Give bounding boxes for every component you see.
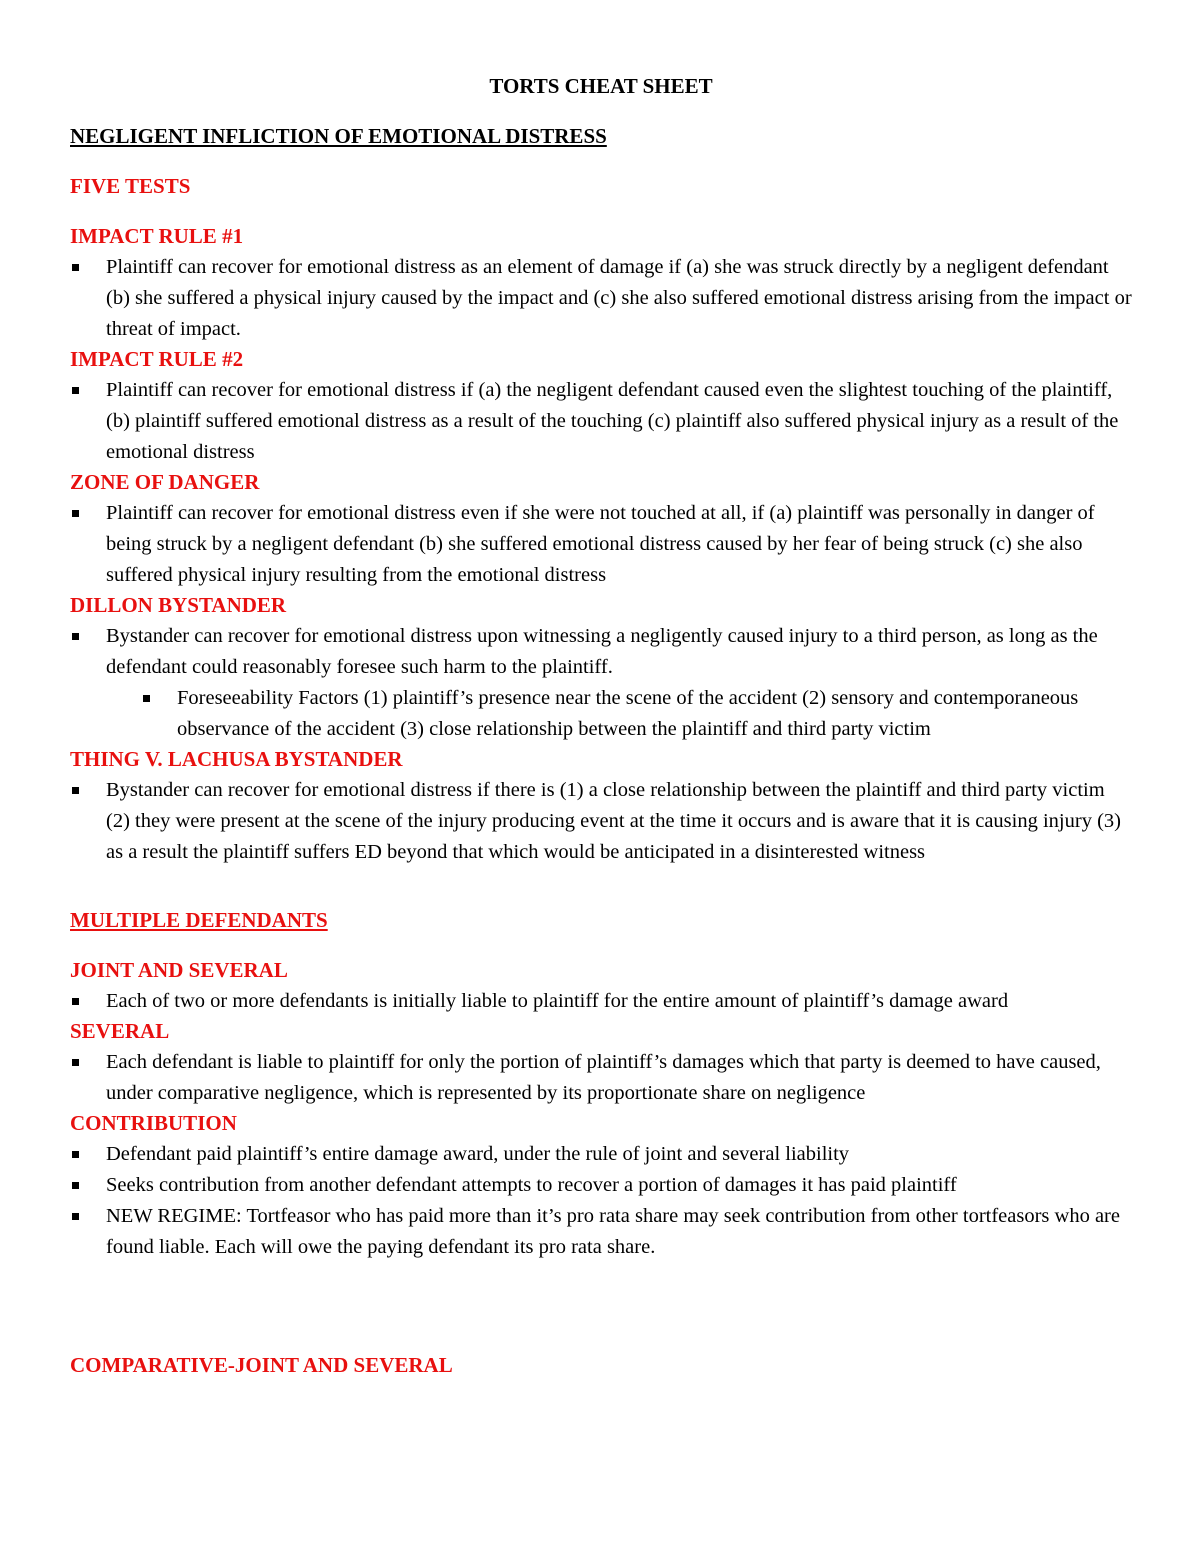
section-heading-nied: NEGLIGENT INFLICTION OF EMOTIONAL DISTRESS [70,124,607,148]
square-bullet-icon [72,1059,79,1066]
heading-joint-and-several: JOINT AND SEVERAL [70,958,288,982]
heading-zone-of-danger: ZONE OF DANGER [70,470,260,494]
section-heading-comparative-joint-and-several: COMPARATIVE-JOINT AND SEVERAL [70,1353,453,1377]
zone-of-danger-list [70,498,1132,591]
bullet-text: Bystander can recover for emotional distress if there is (1) a close relationship between the plaintiff and third party victim (2) they were present at the scene of the injury producing event at the time it occurs and is aware that it is causing injury (3) as a result the plaintiff suffers ED beyond that which would be anticipated in a disinterested witness [106,779,1121,863]
list-item [70,252,1132,345]
list-item [70,1201,1132,1263]
heading-thing-v-lachusa: THING V. LACHUSA BYSTANDER [70,747,403,771]
several-list [70,1047,1132,1109]
square-bullet-icon [72,633,79,640]
list-item [70,986,1132,1017]
impact-rule-1-list [70,252,1132,345]
bullet-text: Defendant paid plaintiff’s entire damage award, under the rule of joint and several liability [106,1143,850,1165]
square-bullet-icon [72,387,79,394]
list-item [70,498,1132,591]
thing-v-lachusa-list [70,775,1132,868]
document-title: TORTS CHEAT SHEET [489,74,713,98]
heading-impact-rule-1: IMPACT RULE #1 [70,224,244,248]
document-page [70,72,1132,1379]
heading-dillon-bystander: DILLON BYSTANDER [70,593,287,617]
bullet-text: Bystander can recover for emotional distress upon witnessing a negligently caused injury to a third person, as long as the defendant could reasonably foresee such harm to the plaintiff. [106,625,1098,678]
list-item [70,775,1132,868]
bullet-text: Each of two or more defendants is initially liable to plaintiff for the entire amount of plaintiff’s damage award [106,990,1009,1012]
list-item [70,1047,1132,1109]
bullet-text: Plaintiff can recover for emotional distress if (a) the negligent defendant caused even the slightest touching of the plaintiff, (b) plaintiff suffered emotional distress as a result of the touching (c) plaintiff also suffered physical injury as a result of the emotional distress [106,379,1119,463]
heading-impact-rule-2: IMPACT RULE #2 [70,347,244,371]
bullet-text: Each defendant is liable to plaintiff for only the portion of plaintiff’s damages which that party is deemed to have caused, under comparative negligence, which is represented by its proportionate share on negligence [106,1051,1101,1104]
bullet-text: Foreseeability Factors (1) plaintiff’s presence near the scene of the accident (2) sensory and contemporaneous observance of the accident (3) close relationship between the plaintiff and third party victim [177,687,1079,740]
square-bullet-icon [72,1151,79,1158]
dillon-sub-list [70,683,1132,745]
impact-rule-2-list [70,375,1132,468]
contribution-list [70,1139,1132,1263]
dillon-bystander-list [70,621,1132,683]
section-heading-multiple-defendants: MULTIPLE DEFENDANTS [70,908,328,932]
subheading-five-tests: FIVE TESTS [70,174,191,198]
square-bullet-icon [72,787,79,794]
bullet-text: Plaintiff can recover for emotional distress as an element of damage if (a) she was struck directly by a negligent defendant (b) she suffered a physical injury caused by the impact and (c) she also suffered emotional distress arising from the impact or threat of impact. [106,256,1132,340]
list-item [70,1170,1132,1201]
list-item [70,1139,1132,1170]
square-bullet-icon [72,510,79,517]
list-item [141,683,1132,745]
square-bullet-icon [143,695,150,702]
heading-contribution: CONTRIBUTION [70,1111,237,1135]
joint-and-several-list [70,986,1132,1017]
bullet-text: NEW REGIME: Tortfeasor who has paid more than it’s pro rata share may seek contribution from other tortfeasors who are found liable. Each will owe the paying defendant its pro rata share. [106,1205,1120,1258]
heading-several: SEVERAL [70,1019,170,1043]
list-item [70,621,1132,683]
square-bullet-icon [72,1182,79,1189]
square-bullet-icon [72,1213,79,1220]
square-bullet-icon [72,264,79,271]
bullet-text: Seeks contribution from another defendant attempts to recover a portion of damages it has paid plaintiff [106,1174,957,1196]
bullet-text: Plaintiff can recover for emotional distress even if she were not touched at all, if (a) plaintiff was personally in danger of being struck by a negligent defendant (b) she suffered emotional distress caused by her fear of being struck (c) she also suffered physical injury resulting from the emotional distress [106,502,1095,586]
square-bullet-icon [72,998,79,1005]
list-item [70,375,1132,468]
